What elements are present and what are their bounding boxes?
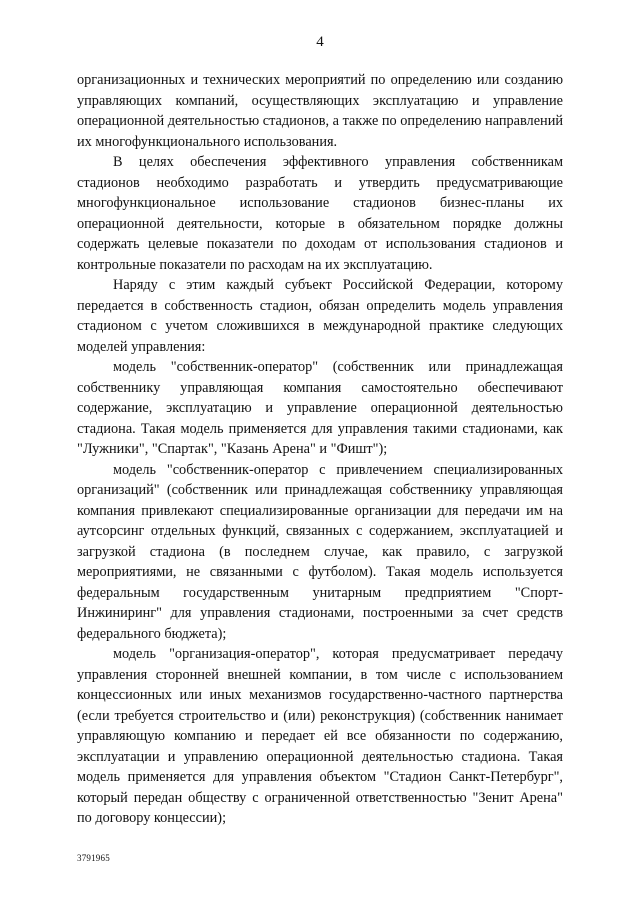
paragraph-business-plans: В целях обеспечения эффективного управления собственникам стадионов необходимо разработать и утвердить предусматривающие многофункциональное использование стадионов бизнес-планы их операционной деятельности, которые в обязательном порядке должны содержать целевые показатели по доходам от использования стадионов и контрольные показатели по расходам на их эксплуатацию.: [77, 154, 563, 273]
paragraph-model-owner-operator: модель "собственник-оператор" (собственник или принадлежащая собственнику управляющая компания самостоятельно обеспечивают содержание, эксплуатацию и управление операционной деятельностью стадиона. Такая модель применяется для управления такими стадионами, как "Лужники", "Спартак", "Казань Арена" и "Фишт");: [77, 359, 563, 457]
paragraph-model-organization-operator: модель "организация-оператор", которая предусматривает передачу управления сторонней внешней компании, в том числе с использованием концессионных или иных механизмов государственно-частного партнерства (если требуется строительство и (или) реконструкция) (собственник нанимает управляющую компанию и передает ей все обязанности по содержанию, эксплуатации и управлению операционной деятельностью стадиона. Такая модель применяется для управления объектом "Стадион Санкт-Петербург", который передан обществу с ограниченной ответственностью "Зенит Арена" по договору концессии);: [77, 646, 563, 826]
paragraph-continuation: организационных и технических мероприятий по определению или созданию управляющих компаний, осуществляющих эксплуатацию и управление операционной деятельностью стадионов, а также по определению направлений их многофункционального использования.: [77, 72, 563, 150]
paragraph-model-owner-operator-outsourcing: модель "собственник-оператор с привлечением специализированных организаций" (собственник или принадлежащая собственнику управляющая компания привлекают специализированные организации для передачи им на аутсорсинг отдельных функций, связанных с содержанием, эксплуатацией и загрузкой стадиона (в последнем случае, как правило, с загрузкой мероприятиями, не связанными с футболом). Такая модель используется федеральным государственным унитарным предприятием "Спорт-Инжиниринг" для управления стадионами, построенными за счет средств федерального бюджета);: [77, 461, 563, 642]
paragraph-management-models-intro: Наряду с этим каждый субъект Российской Федерации, которому передается в собственность стадион, обязан определить модель управления стадионом с учетом сложившихся в международной практике следующих моделей управления:: [77, 277, 563, 355]
page-number: 4: [316, 34, 324, 50]
document-code: 3791965: [77, 853, 110, 863]
body-text: [77, 70, 563, 829]
